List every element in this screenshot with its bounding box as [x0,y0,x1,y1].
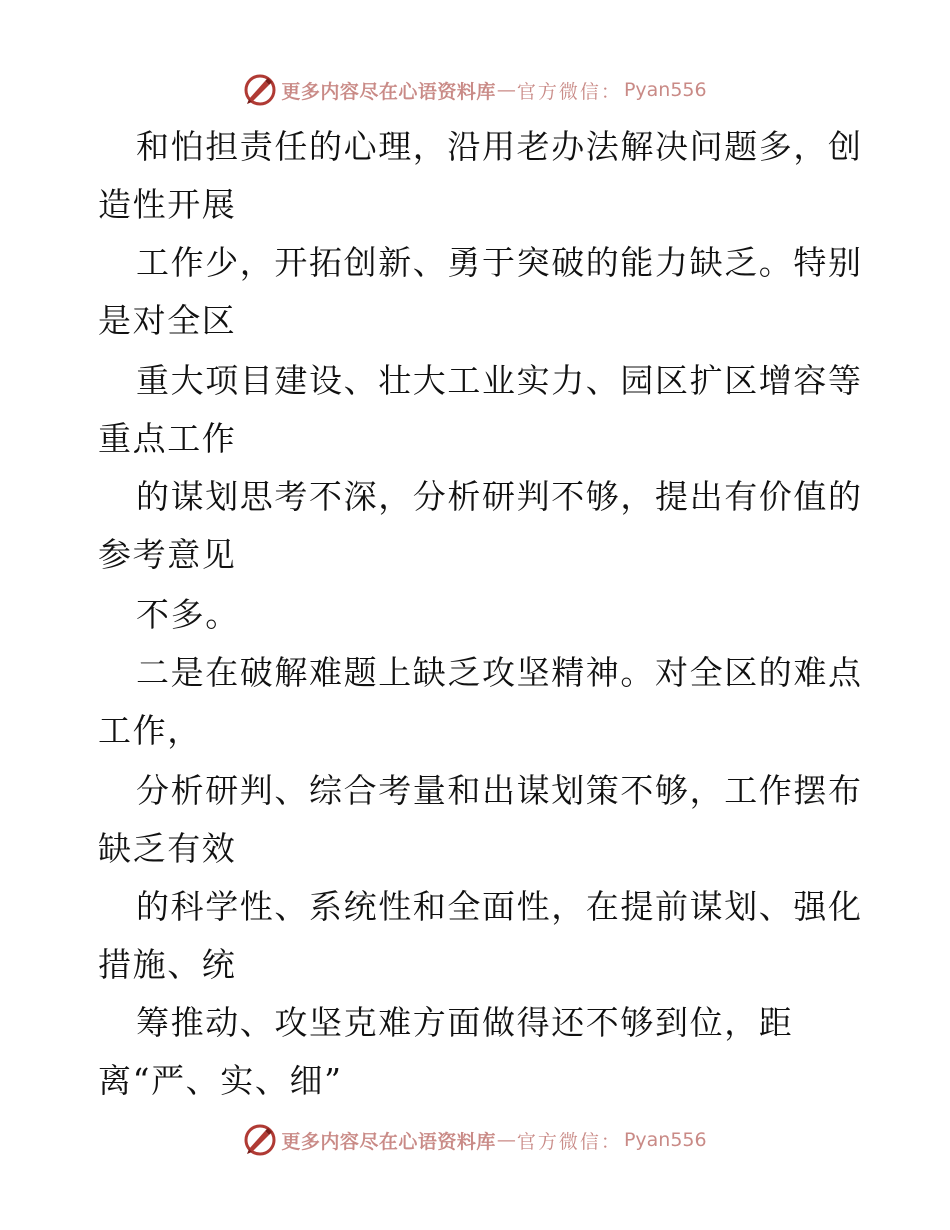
paragraph-6-line-1: 二是在破解难题上缺乏攻坚精神。对全区的难点 [136,653,863,692]
paragraph-2-line-1: 工作少，开拓创新、勇于突破的能力缺乏。特别 [136,243,863,282]
watermark-sub-text: 官方微信： [516,80,622,103]
paragraph-9-line-1: 筹推动、攻坚克难方面做得还不够到位，距 [136,1003,794,1042]
paragraph-6-line-2: 工作， [98,711,202,750]
paragraph-7-line-1: 分析研判、综合考量和出谋划策不够，工作摆布 [136,771,863,810]
paragraph-5-line-1: 不多。 [136,595,240,634]
paragraph-1-line-2: 造性开展 [98,185,237,224]
pen-logo-icon [243,1123,277,1157]
watermark-wechat-id: Pyan556 [623,79,707,101]
paragraph-8-line-1: 的科学性、系统性和全面性，在提前谋划、强化 [136,887,863,926]
watermark-wechat-id: Pyan556 [623,1129,707,1151]
watermark-sub-text: 官方微信： [516,1130,622,1153]
paragraph-4-line-1: 的谋划思考不深，分析研判不够，提出有价值的 [136,477,863,516]
watermark-main-text: 更多内容尽在心语资料库 [281,80,496,103]
header-watermark [0,70,950,110]
watermark-dash: — [496,1129,516,1151]
pen-logo-icon [243,73,277,107]
paragraph-7-line-2: 缺乏有效 [98,829,237,868]
footer-watermark [0,1120,950,1160]
paragraph-8-line-2: 措施、统 [98,945,237,984]
paragraph-4-line-2: 参考意见 [98,535,237,574]
paragraph-9-line-2: 离“严、实、细” [98,1061,343,1100]
watermark-main-text: 更多内容尽在心语资料库 [281,1130,496,1153]
watermark-dash: — [496,79,516,101]
paragraph-3-line-1: 重大项目建设、壮大工业实力、园区扩区增容等 [136,361,863,400]
paragraph-2-line-2: 是对全区 [98,301,237,340]
paragraph-1-line-1: 和怕担责任的心理，沿用老办法解决问题多，创 [136,127,863,166]
paragraph-3-line-2: 重点工作 [98,419,237,458]
